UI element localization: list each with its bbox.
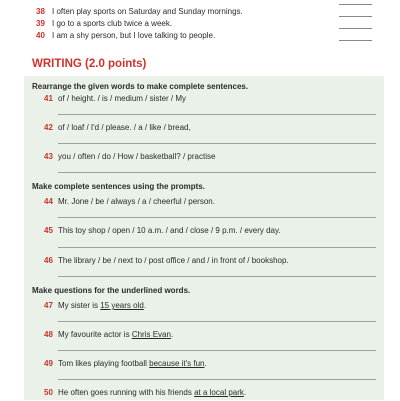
question-text — [58, 329, 173, 341]
text-after: . — [170, 330, 174, 339]
question-number: 40 — [36, 31, 45, 40]
text-after: . — [143, 301, 147, 310]
question-text: you / often / do / How / basketball? / practise — [58, 152, 216, 161]
question-row-38 — [24, 6, 384, 18]
question-number: 46 — [44, 256, 53, 265]
answer-line[interactable] — [58, 379, 376, 380]
question-text: I often play sports on Saturday and Sunday mornings. — [52, 7, 243, 16]
answer-blank[interactable] — [339, 4, 372, 5]
question-50 — [24, 387, 384, 401]
question-44 — [24, 196, 384, 210]
answer-line[interactable] — [58, 217, 376, 218]
question-number: 39 — [36, 19, 45, 28]
answer-line[interactable] — [58, 172, 376, 173]
question-number: 48 — [44, 330, 53, 339]
question-number: 50 — [44, 388, 53, 397]
text-after: . — [204, 359, 207, 368]
question-text: of / height. / is / medium / sister / My — [58, 94, 187, 103]
instruction-rearrange: Rearrange the given words to make complete sentences. — [32, 82, 249, 91]
question-41 — [24, 93, 384, 107]
answer-line[interactable] — [58, 321, 376, 322]
question-row-39 — [24, 18, 384, 30]
question-text — [58, 358, 207, 370]
instruction-prompts: Make complete sentences using the prompts. — [32, 182, 205, 191]
underlined-phrase: 15 years old — [100, 301, 144, 310]
question-45 — [24, 225, 384, 239]
instruction-underlined: Make questions for the underlined words. — [32, 286, 191, 295]
question-number: 47 — [44, 301, 53, 310]
text-before: My favourite actor is — [58, 330, 132, 339]
question-46 — [24, 255, 384, 269]
answer-line[interactable] — [58, 276, 376, 277]
question-number: 45 — [44, 226, 53, 235]
question-text: Mr. Jone / be / always / a / cheerful / person. — [58, 197, 215, 206]
question-text: The library / be / next to / post office / and / in front of / bookshop. — [58, 256, 289, 265]
question-49 — [24, 358, 384, 372]
true-false-block — [24, 0, 384, 48]
writing-panel — [24, 76, 384, 400]
answer-line[interactable] — [58, 350, 376, 351]
question-number: 42 — [44, 123, 53, 132]
question-text — [58, 387, 246, 399]
answer-blank[interactable] — [339, 28, 372, 29]
question-number: 38 — [36, 7, 45, 16]
text-before: My sister is — [58, 301, 101, 310]
question-43 — [24, 151, 384, 165]
answer-line[interactable] — [58, 114, 376, 115]
writing-heading: WRITING (2.0 points) — [32, 58, 147, 70]
question-number: 44 — [44, 197, 53, 206]
answer-line[interactable] — [58, 247, 376, 248]
question-text: of / loaf / I'd / please. / a / like / bread, — [58, 123, 191, 132]
question-number: 49 — [44, 359, 53, 368]
answer-line[interactable] — [58, 143, 376, 144]
underlined-phrase: Chris Evan — [131, 330, 171, 339]
answer-blank[interactable] — [339, 40, 372, 41]
question-text — [58, 300, 146, 312]
underlined-phrase: because it's fun — [149, 359, 205, 368]
text-after: . — [243, 388, 247, 397]
underlined-phrase: at a local park — [194, 388, 244, 397]
question-number: 43 — [44, 152, 53, 161]
text-before: Tom likes playing football — [58, 359, 150, 368]
text-before: He often goes running with his friends — [58, 388, 195, 397]
question-47 — [24, 300, 384, 314]
question-text: I am a shy person, but I love talking to people. — [52, 31, 216, 40]
answer-blank[interactable] — [339, 16, 372, 17]
question-42 — [24, 122, 384, 136]
question-text: I go to a sports club twice a week. — [52, 19, 173, 28]
question-48 — [24, 329, 384, 343]
question-number: 41 — [44, 94, 53, 103]
question-row-40 — [24, 30, 384, 42]
question-text: This toy shop / open / 10 a.m. / and / close / 9 p.m. / every day. — [58, 226, 281, 235]
